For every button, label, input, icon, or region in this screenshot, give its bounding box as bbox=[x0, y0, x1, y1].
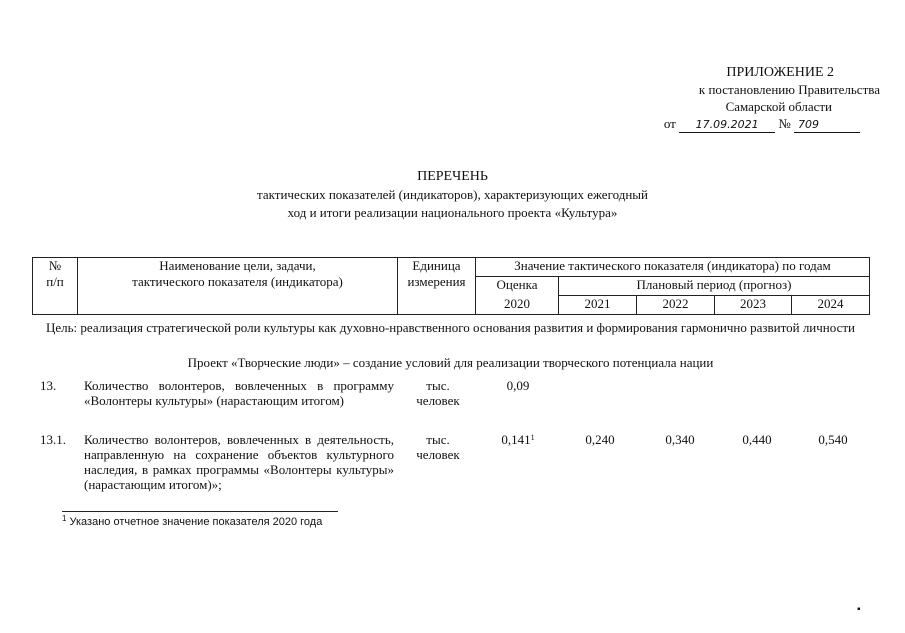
row-13-1-unit-1: тыс. bbox=[426, 432, 450, 447]
row-13-1-num: 13.1. bbox=[40, 432, 66, 447]
indicators-table-header bbox=[32, 257, 870, 315]
header-unit-cell bbox=[398, 258, 476, 315]
row-13-1-unit bbox=[408, 432, 468, 462]
header-estimate: Оценка bbox=[476, 277, 559, 296]
row-13-1-value-2023: 0,440 bbox=[742, 432, 772, 447]
appendix-resolution-line: к постановлению Правительства bbox=[698, 82, 880, 97]
document-title: ПЕРЕЧЕНЬ bbox=[417, 169, 488, 184]
row-13-unit bbox=[408, 378, 468, 408]
goal-text: Цель: реализация стратегической роли культуры как духовно-нравственного основания развития и формирования гармонично развитой личности bbox=[45, 320, 855, 335]
appendix-title: ПРИЛОЖЕНИЕ 2 bbox=[726, 65, 834, 80]
appendix-date-line bbox=[560, 115, 880, 133]
row-13-1-name: Количество волонтеров, вовлеченных в деятельность, направленную на сохранение объектов культурного наследия, в рамках программы «Волонтеры культуры» (нарастающим итогом)»; bbox=[84, 432, 394, 492]
row-13-unit-1: тыс. bbox=[426, 378, 450, 393]
document-subtitle-2: ход и итоги реализации национального проекта «Культура» bbox=[287, 205, 618, 220]
row-13-name: Количество волонтеров, вовлеченных в программу «Волонтеры культуры» (нарастающим итогом) bbox=[84, 378, 394, 408]
footnote-divider bbox=[62, 511, 338, 512]
footnote-ref: 1 bbox=[530, 433, 535, 442]
appendix-region-line: Самарской области bbox=[725, 99, 832, 114]
handwritten-date: 17.09.2021 bbox=[679, 118, 775, 133]
document-heading bbox=[0, 168, 905, 222]
header-name-1: Наименование цели, задачи, bbox=[159, 258, 316, 273]
header-name-2: тактического показателя (индикатора) bbox=[132, 274, 343, 289]
row-13-1-value-2020: 0,141$^1$ bbox=[501, 432, 535, 447]
header-planned-period: Плановый период (прогноз) bbox=[559, 277, 870, 296]
row-13-1-value-2022: 0,340 bbox=[665, 432, 695, 447]
header-num-cell bbox=[33, 258, 78, 315]
header-value-group: Значение тактического показателя (индикатора) по годам bbox=[476, 258, 870, 277]
row-13-unit-2: человек bbox=[416, 393, 460, 408]
header-num-1: № bbox=[48, 258, 62, 273]
header-year-2020: 2020 bbox=[476, 296, 559, 315]
scan-speck: ▪ bbox=[857, 604, 861, 615]
header-unit-2: измерения bbox=[407, 274, 466, 289]
row-13-1-value-2021: 0,240 bbox=[585, 432, 615, 447]
project-text: Проект «Творческие люди» – создание условий для реализации творческого потенциала нации bbox=[187, 355, 714, 370]
header-year-2023: 2023 bbox=[715, 296, 792, 315]
header-num-2: п/п bbox=[46, 274, 64, 289]
header-year-2021: 2021 bbox=[559, 296, 637, 315]
date-prefix: от bbox=[663, 116, 676, 131]
header-year-2022: 2022 bbox=[637, 296, 715, 315]
row-13-1-value-2024: 0,540 bbox=[818, 432, 848, 447]
footnote bbox=[62, 516, 322, 528]
row-13-1-unit-2: человек bbox=[416, 447, 460, 462]
number-prefix: № bbox=[778, 116, 791, 131]
header-name-cell bbox=[78, 258, 398, 315]
row-13-num: 13. bbox=[40, 378, 57, 393]
handwritten-number: 709 bbox=[794, 118, 860, 133]
header-year-2024: 2024 bbox=[792, 296, 870, 315]
footnote-marker: 1 bbox=[62, 514, 67, 523]
header-unit-1: Единица bbox=[412, 258, 461, 273]
appendix-header bbox=[560, 64, 880, 133]
document-subtitle-1: тактических показателей (индикаторов), характеризующих ежегодный bbox=[257, 187, 648, 202]
row-13-value-2020: 0,09 bbox=[506, 378, 530, 393]
footnote-text: Указано отчетное значение показателя 2020 года bbox=[66, 516, 323, 528]
